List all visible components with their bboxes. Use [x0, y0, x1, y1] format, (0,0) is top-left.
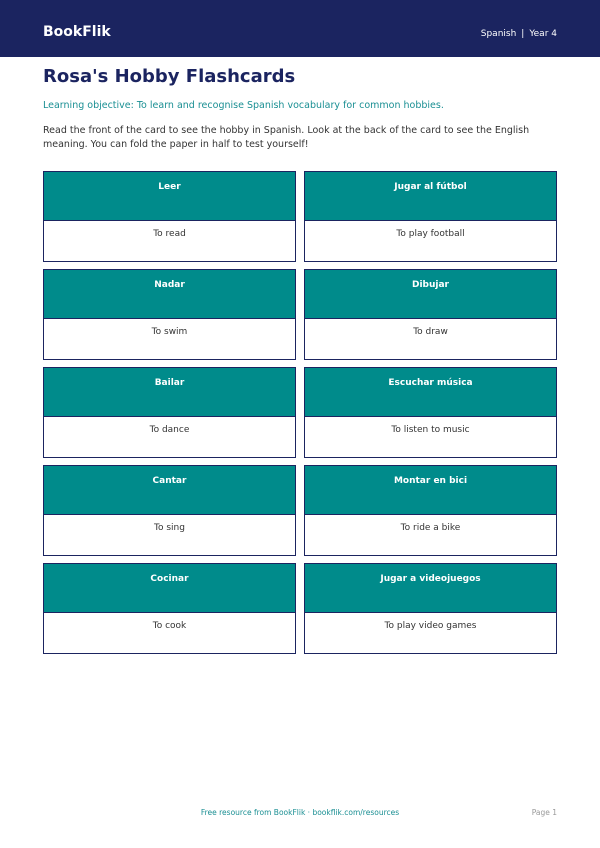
- flashcard-back: To cook: [44, 613, 295, 653]
- flashcard-back: To swim: [44, 319, 295, 359]
- flashcard-front: Leer: [44, 172, 295, 221]
- flashcard-front: Montar en bici: [305, 466, 556, 515]
- brand-logo[interactable]: BookFlik: [43, 24, 111, 40]
- flashcard: [43, 269, 296, 360]
- flashcard-front: Cocinar: [44, 564, 295, 613]
- subject-year-label: [481, 28, 557, 40]
- flashcard: [304, 367, 557, 458]
- flashcard-front: Jugar al fútbol: [305, 172, 556, 221]
- learning-objective: Learning objective: To learn and recognise Spanish vocabulary for common hobbies.: [43, 100, 444, 111]
- flashcard-back: To listen to music: [305, 417, 556, 457]
- flashcard-front: Jugar a videojuegos: [305, 564, 556, 613]
- page-number: Page 1: [531, 808, 557, 817]
- flashcard-front: Bailar: [44, 368, 295, 417]
- flashcard-front: Escuchar música: [305, 368, 556, 417]
- flashcard: [43, 563, 296, 654]
- flashcard-back: To play football: [305, 221, 556, 261]
- flashcard-grid: [43, 171, 557, 654]
- subject-label: Spanish: [480, 29, 517, 39]
- flashcard: [43, 367, 296, 458]
- flashcard: [304, 465, 557, 556]
- flashcard-front: Cantar: [44, 466, 295, 515]
- flashcard: [43, 171, 296, 262]
- flashcard: [43, 465, 296, 556]
- footer-credit[interactable]: Free resource from BookFlik · bookflik.com/resources: [200, 808, 400, 817]
- flashcard-back: To ride a bike: [305, 515, 556, 555]
- header-separator: |: [521, 29, 525, 39]
- flashcard-front: Nadar: [44, 270, 295, 319]
- flashcard-back: To dance: [44, 417, 295, 457]
- flashcard-front: Dibujar: [305, 270, 556, 319]
- flashcard-back: To read: [44, 221, 295, 261]
- flashcard: [304, 563, 557, 654]
- instructions-text: Read the front of the card to see the hobby in Spanish. Look at the back of the card to see the English meaning. You can fold the paper in half to test yourself!: [43, 125, 530, 150]
- page-title: Rosa's Hobby Flashcards: [43, 66, 296, 87]
- year-label: Year 4: [529, 29, 557, 39]
- header-bar: [0, 0, 600, 57]
- flashcard-back: To play video games: [305, 613, 556, 653]
- flashcard-back: To draw: [305, 319, 556, 359]
- flashcard: [304, 171, 557, 262]
- flashcard-back: To sing: [44, 515, 295, 555]
- flashcard: [304, 269, 557, 360]
